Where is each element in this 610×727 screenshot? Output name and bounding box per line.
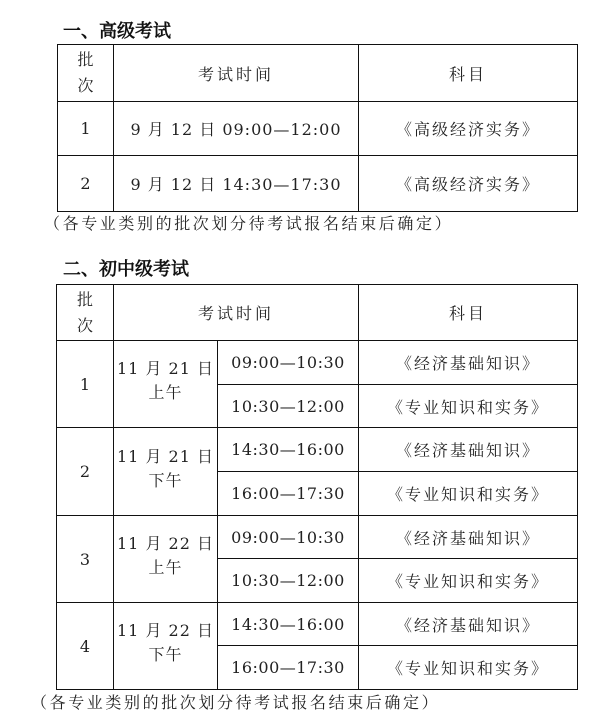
subject-cell: 《高级经济实务》 bbox=[359, 156, 578, 212]
header-time: 考试时间 bbox=[114, 285, 359, 341]
session-subject-cell: 《专业知识和实务》 bbox=[359, 385, 578, 428]
section2-heading: 二、初中级考试 bbox=[63, 259, 189, 280]
batch-cell: 3 bbox=[57, 516, 114, 603]
table-row bbox=[57, 428, 578, 472]
table-header-row bbox=[57, 285, 578, 341]
session-subject-cell: 《经济基础知识》 bbox=[359, 516, 578, 559]
period-text: 上午 bbox=[148, 558, 183, 577]
table-row bbox=[58, 156, 578, 212]
header-batch-line2: 次 bbox=[76, 315, 93, 335]
time-cell: 9 月 12 日 14:30—17:30 bbox=[114, 156, 359, 212]
header-batch-line1: 批 bbox=[77, 50, 94, 69]
date-text: 11 月 22 日 bbox=[117, 534, 214, 553]
section1-note: （各专业类别的批次划分待考试报名结束后确定） bbox=[44, 214, 454, 233]
header-batch bbox=[57, 285, 114, 341]
table-row bbox=[57, 516, 578, 559]
batch-cell: 4 bbox=[57, 603, 114, 690]
time-cell: 9 月 12 日 09:00—12:00 bbox=[114, 102, 359, 156]
table-row bbox=[58, 102, 578, 156]
date-text: 11 月 21 日 bbox=[117, 359, 214, 378]
date-cell bbox=[114, 428, 218, 516]
date-cell bbox=[114, 603, 218, 690]
period-text: 下午 bbox=[148, 470, 183, 490]
header-batch bbox=[58, 45, 114, 102]
header-time: 考试时间 bbox=[114, 45, 359, 102]
header-batch-line2: 次 bbox=[77, 76, 94, 95]
session-time-cell: 09:00—10:30 bbox=[218, 516, 359, 559]
subject-cell: 《高级经济实务》 bbox=[359, 102, 578, 156]
section2-note: （各专业类别的批次划分待考试报名结束后确定） bbox=[31, 693, 441, 712]
header-subject: 科目 bbox=[359, 45, 578, 102]
batch-cell: 2 bbox=[57, 428, 114, 516]
header-subject: 科目 bbox=[359, 285, 578, 341]
table-row bbox=[57, 603, 578, 646]
date-cell bbox=[114, 341, 218, 428]
junior-intermediate-exam-table bbox=[56, 284, 578, 690]
session-subject-cell: 《专业知识和实务》 bbox=[359, 472, 578, 516]
session-time-cell: 10:30—12:00 bbox=[218, 559, 359, 603]
table-header-row bbox=[58, 45, 578, 102]
date-cell bbox=[114, 516, 218, 603]
session-subject-cell: 《经济基础知识》 bbox=[359, 603, 578, 646]
date-text: 11 月 21 日 bbox=[117, 446, 214, 466]
section1-heading: 一、高级考试 bbox=[63, 21, 171, 42]
session-subject-cell: 《专业知识和实务》 bbox=[359, 646, 578, 690]
batch-cell: 1 bbox=[57, 341, 114, 428]
session-subject-cell: 《经济基础知识》 bbox=[359, 428, 578, 472]
session-time-cell: 14:30—16:00 bbox=[218, 428, 359, 472]
period-text: 下午 bbox=[148, 645, 183, 664]
period-text: 上午 bbox=[148, 383, 183, 402]
batch-cell: 2 bbox=[58, 156, 114, 212]
session-time-cell: 09:00—10:30 bbox=[218, 341, 359, 385]
session-time-cell: 16:00—17:30 bbox=[218, 472, 359, 516]
session-subject-cell: 《专业知识和实务》 bbox=[359, 559, 578, 603]
table-row bbox=[57, 341, 578, 385]
session-time-cell: 10:30—12:00 bbox=[218, 385, 359, 428]
session-time-cell: 16:00—17:30 bbox=[218, 646, 359, 690]
session-time-cell: 14:30—16:00 bbox=[218, 603, 359, 646]
batch-cell: 1 bbox=[58, 102, 114, 156]
senior-exam-table bbox=[57, 44, 578, 212]
date-text: 11 月 22 日 bbox=[117, 621, 214, 640]
header-batch-line1: 批 bbox=[76, 289, 93, 309]
session-subject-cell: 《经济基础知识》 bbox=[359, 341, 578, 385]
